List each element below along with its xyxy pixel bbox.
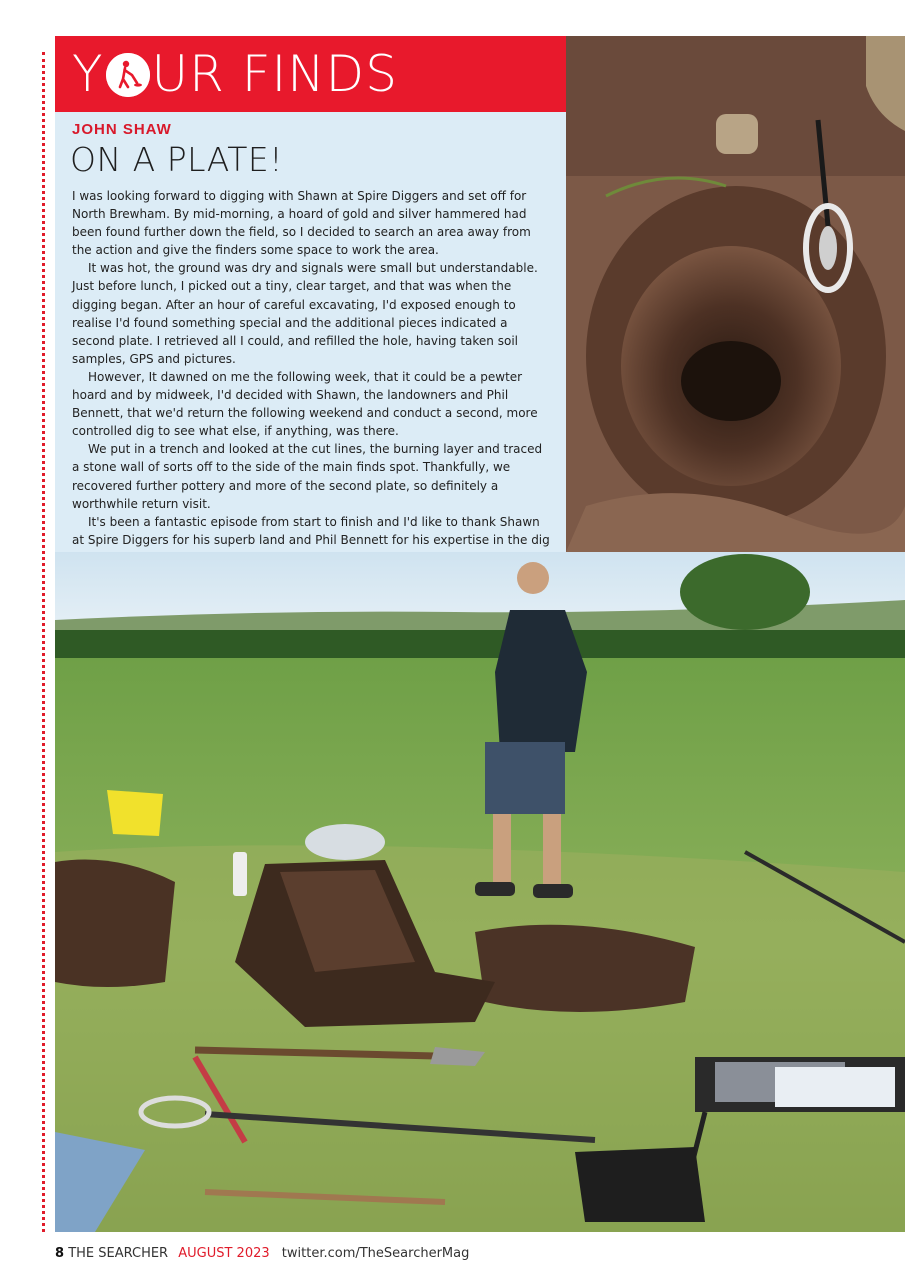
article-paragraph: I was looking forward to digging with Shawn at Spire Diggers and set off for North Brewham. By mid-morning, a hoard of gold and silver hammered had been found further down the field, so I decided to search an area away from the action and give the finders some space to work the area. <box>72 189 531 258</box>
article-paragraph: However, It dawned on me the following week, that it could be a pewter hoard and by midweek, I'd decided with Shawn, the landowners and Phil Bennett, that we'd return the following weekend and conduct a second, more controlled dig to see what else, if anything, was there. <box>72 369 538 439</box>
dotted-margin-line <box>42 52 45 1232</box>
social-handle: twitter.com/TheSearcherMag <box>281 1246 470 1261</box>
section-title-prefix: Y <box>72 45 104 103</box>
article-paragraph: It's been a fantastic episode from start to finish and I'd like to thank Shawn at Spire Diggers for his superb land and Phil Bennett for his expertise in the dig <box>72 514 550 547</box>
section-title-suffix: UR FINDS <box>151 45 398 103</box>
page-number: 8 <box>55 1246 65 1261</box>
magazine-name: THE SEARCHER <box>68 1246 169 1261</box>
field-photo <box>55 552 905 1232</box>
issue-date: AUGUST 2023 <box>178 1246 270 1261</box>
author-byline: JOHN SHAW <box>72 121 172 138</box>
section-title <box>72 42 398 106</box>
detectorist-icon <box>106 53 150 97</box>
article-headline: ON A PLATE! <box>70 140 284 179</box>
hole-photo <box>566 36 905 552</box>
article-paragraph: It was hot, the ground was dry and signals were small but understandable. Just before lunch, I picked out a tiny, clear target, and that was when the digging began. After an hour of careful excavating, I'd exposed enough to realise I'd found something special and the additional pieces indicated a second plate. I retrieved all I could, and refilled the hole, having taken soil samples, GPS and pictures. <box>72 261 538 366</box>
page-footer <box>55 1246 469 1261</box>
article-paragraph: We put in a trench and looked at the cut lines, the burning layer and traced a stone wall of sorts off to the side of the main finds spot. Thankfully, we recovered further pottery and more of the second plate, so definitely a worthwhile return visit. <box>72 442 543 511</box>
article-body <box>72 187 552 567</box>
